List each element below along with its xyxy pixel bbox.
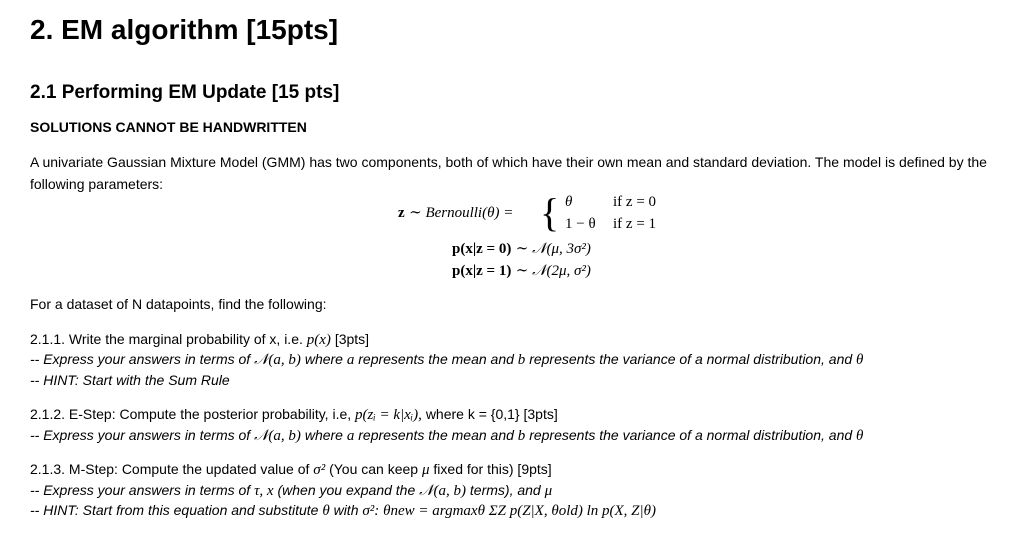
q3-line-2: -- Express your answers in terms of τ, x (when you expand the 𝒩(a, b) terms), and μ [30, 482, 553, 499]
q1-line-2: -- Express your answers in terms of 𝒩(a, b) where a represents the mean and b represents the variance of a normal distribution, and θ [30, 351, 864, 368]
update-equation: θnew = argmaxθ ΣZ p(Z|X, θold) ln p(X, Z|θ) [383, 503, 657, 519]
case-2-condition: if z = 1 [613, 216, 657, 232]
z-bernoulli-lhs: z ∼ Bernoulli(θ) = [398, 205, 514, 221]
px-given-z0: p(x|z = 0) ∼ 𝒩(μ, 3σ²) [452, 241, 591, 257]
intro-line-1: A univariate Gaussian Mixture Model (GMM) has two components, both of which have their own mean and standard deviation. The model is defined by the [30, 154, 987, 170]
case-1-condition: if z = 0 [613, 194, 657, 210]
q2-line-1: 2.1.2. E-Step: Compute the posterior probability, i.e, p(zᵢ = k|xᵢ), where k = {0,1} [3pts] [30, 406, 558, 423]
q2-line-2: -- Express your answers in terms of 𝒩(a, b) where a represents the mean and b represents the variance of a normal distribution, and θ [30, 427, 864, 444]
section-heading: 2.1 Performing EM Update [15 pts] [30, 82, 340, 103]
q1-line-1: 2.1.1. Write the marginal probability of x, i.e. p(x) [3pts] [30, 331, 370, 348]
handwritten-notice: SOLUTIONS CANNOT BE HANDWRITTEN [30, 119, 307, 135]
case-1-value: θ [565, 194, 573, 210]
dataset-line: For a dataset of N datapoints, find the following: [30, 296, 327, 312]
page-title: 2. EM algorithm [15pts] [30, 14, 339, 45]
px-given-z1: p(x|z = 1) ∼ 𝒩(2μ, σ²) [452, 263, 591, 279]
q3-line-1: 2.1.3. M-Step: Compute the updated value of σ² (You can keep μ fixed for this) [9pts] [30, 461, 552, 478]
intro-line-2: following parameters: [30, 176, 164, 192]
q3-hint: -- HINT: Start from this equation and substitute θ with σ²: θnew = argmaxθ ΣZ p(Z|X, θold) ln p(X, Z|θ) [30, 502, 657, 519]
case-2-value: 1 − θ [565, 216, 596, 232]
q1-hint: -- HINT: Start with the Sum Rule [30, 372, 230, 388]
cases-brace: { [540, 190, 560, 235]
